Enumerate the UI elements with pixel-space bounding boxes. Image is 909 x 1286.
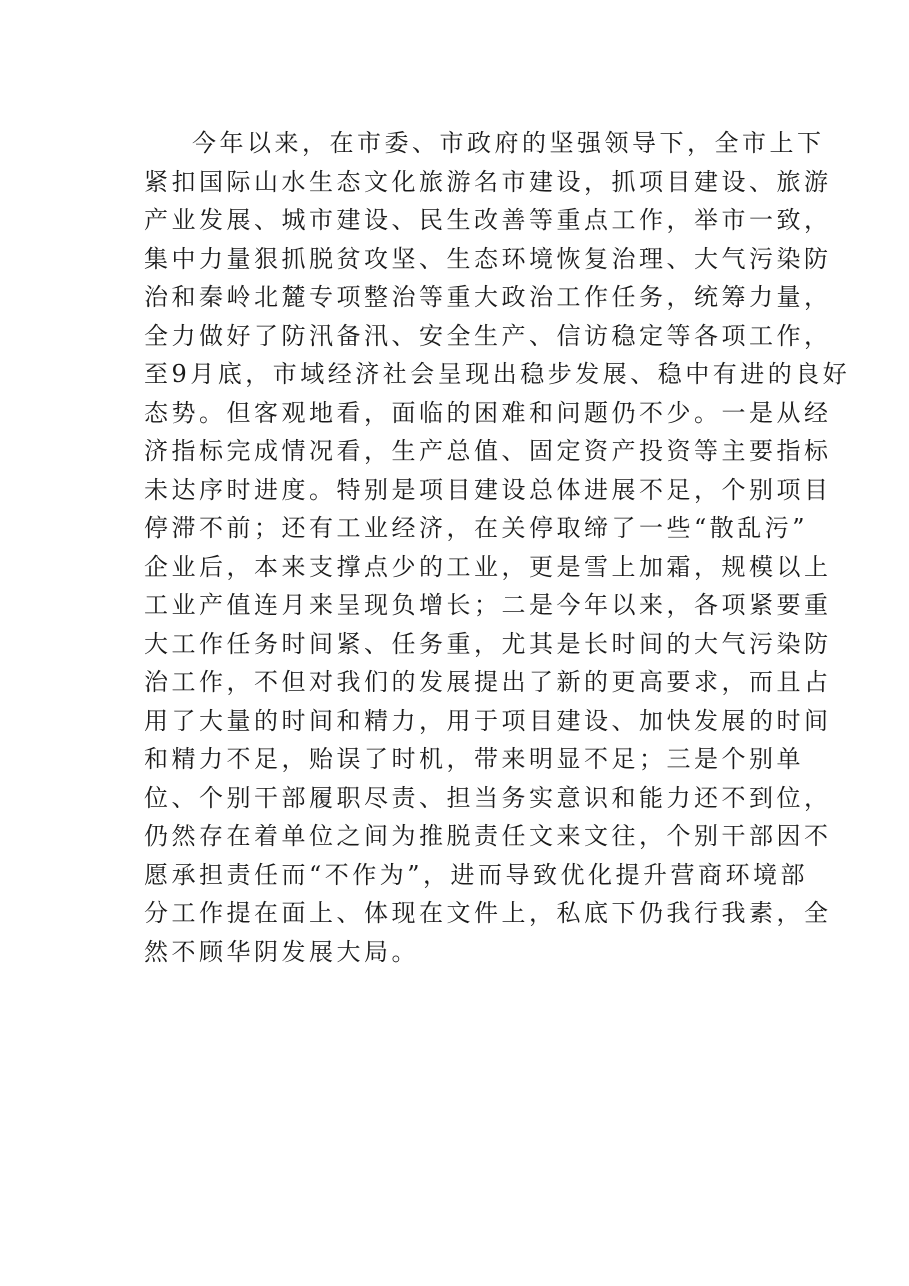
body-paragraph [144, 124, 851, 971]
paragraph-line: 济指标完成情况看，生产总值、固定资产投资等主要指标 [144, 437, 832, 465]
paragraph-line: 今年以来，在市委、市政府的坚强领导下，全市上下 [192, 129, 825, 157]
paragraph-line: 产业发展、城市建设、民生改善等重点工作，举市一致， [144, 206, 832, 234]
paragraph-line: 治和秦岭北麓专项整治等重大政治工作任务，统筹力量， [144, 283, 832, 311]
paragraph-line: 工业产值连月来呈现负增长；二是今年以来，各项紧要重 [144, 591, 832, 619]
paragraph-line: 全力做好了防汛备汛、安全生产、信访稳定等各项工作， [144, 321, 832, 350]
paragraph-line: 至9月底，市域经济社会呈现出稳步发展、稳中有进的良好 [144, 360, 851, 388]
paragraph-line: 态势。但客观地看，面临的困难和问题仍不少。一是从经 [144, 398, 832, 427]
paragraph-line: 集中力量狠抓脱贫攻坚、生态环境恢复治理、大气污染防 [144, 244, 832, 273]
paragraph-line: 用了大量的时间和精力，用于项目建设、加快发展的时间 [144, 706, 832, 735]
paragraph-line: 企业后，本来支撑点少的工业，更是雪上加霜，规模以上 [144, 552, 832, 581]
paragraph-line: 分工作提在面上、体现在文件上，私底下仍我行我素，全 [144, 899, 832, 927]
paragraph-line: 治工作，不但对我们的发展提出了新的更高要求，而且占 [144, 668, 832, 696]
paragraph-line: 停滞不前；还有工业经济，在关停取缔了一些“散乱污” [144, 514, 809, 542]
paragraph-line: 位、个别干部履职尽责、担当务实意识和能力还不到位， [144, 783, 832, 812]
paragraph-line: 和精力不足，贻误了时机，带来明显不足；三是个别单 [144, 745, 804, 773]
paragraph-line: 仍然存在着单位之间为推脱责任文来文往，个别干部因不 [144, 822, 832, 850]
paragraph-line: 未达序时进度。特别是项目建设总体进展不足，个别项目 [144, 475, 832, 504]
paragraph-line: 紧扣国际山水生态文化旅游名市建设，抓项目建设、旅游 [144, 167, 832, 196]
paragraph-line: 大工作任务时间紧、任务重，尤其是长时间的大气污染防 [144, 629, 832, 658]
paragraph-line: 愿承担责任而“不作为”，进而导致优化提升营商环境部 [144, 860, 809, 889]
paragraph-line: 然不顾华阴发展大局。 [144, 937, 419, 966]
